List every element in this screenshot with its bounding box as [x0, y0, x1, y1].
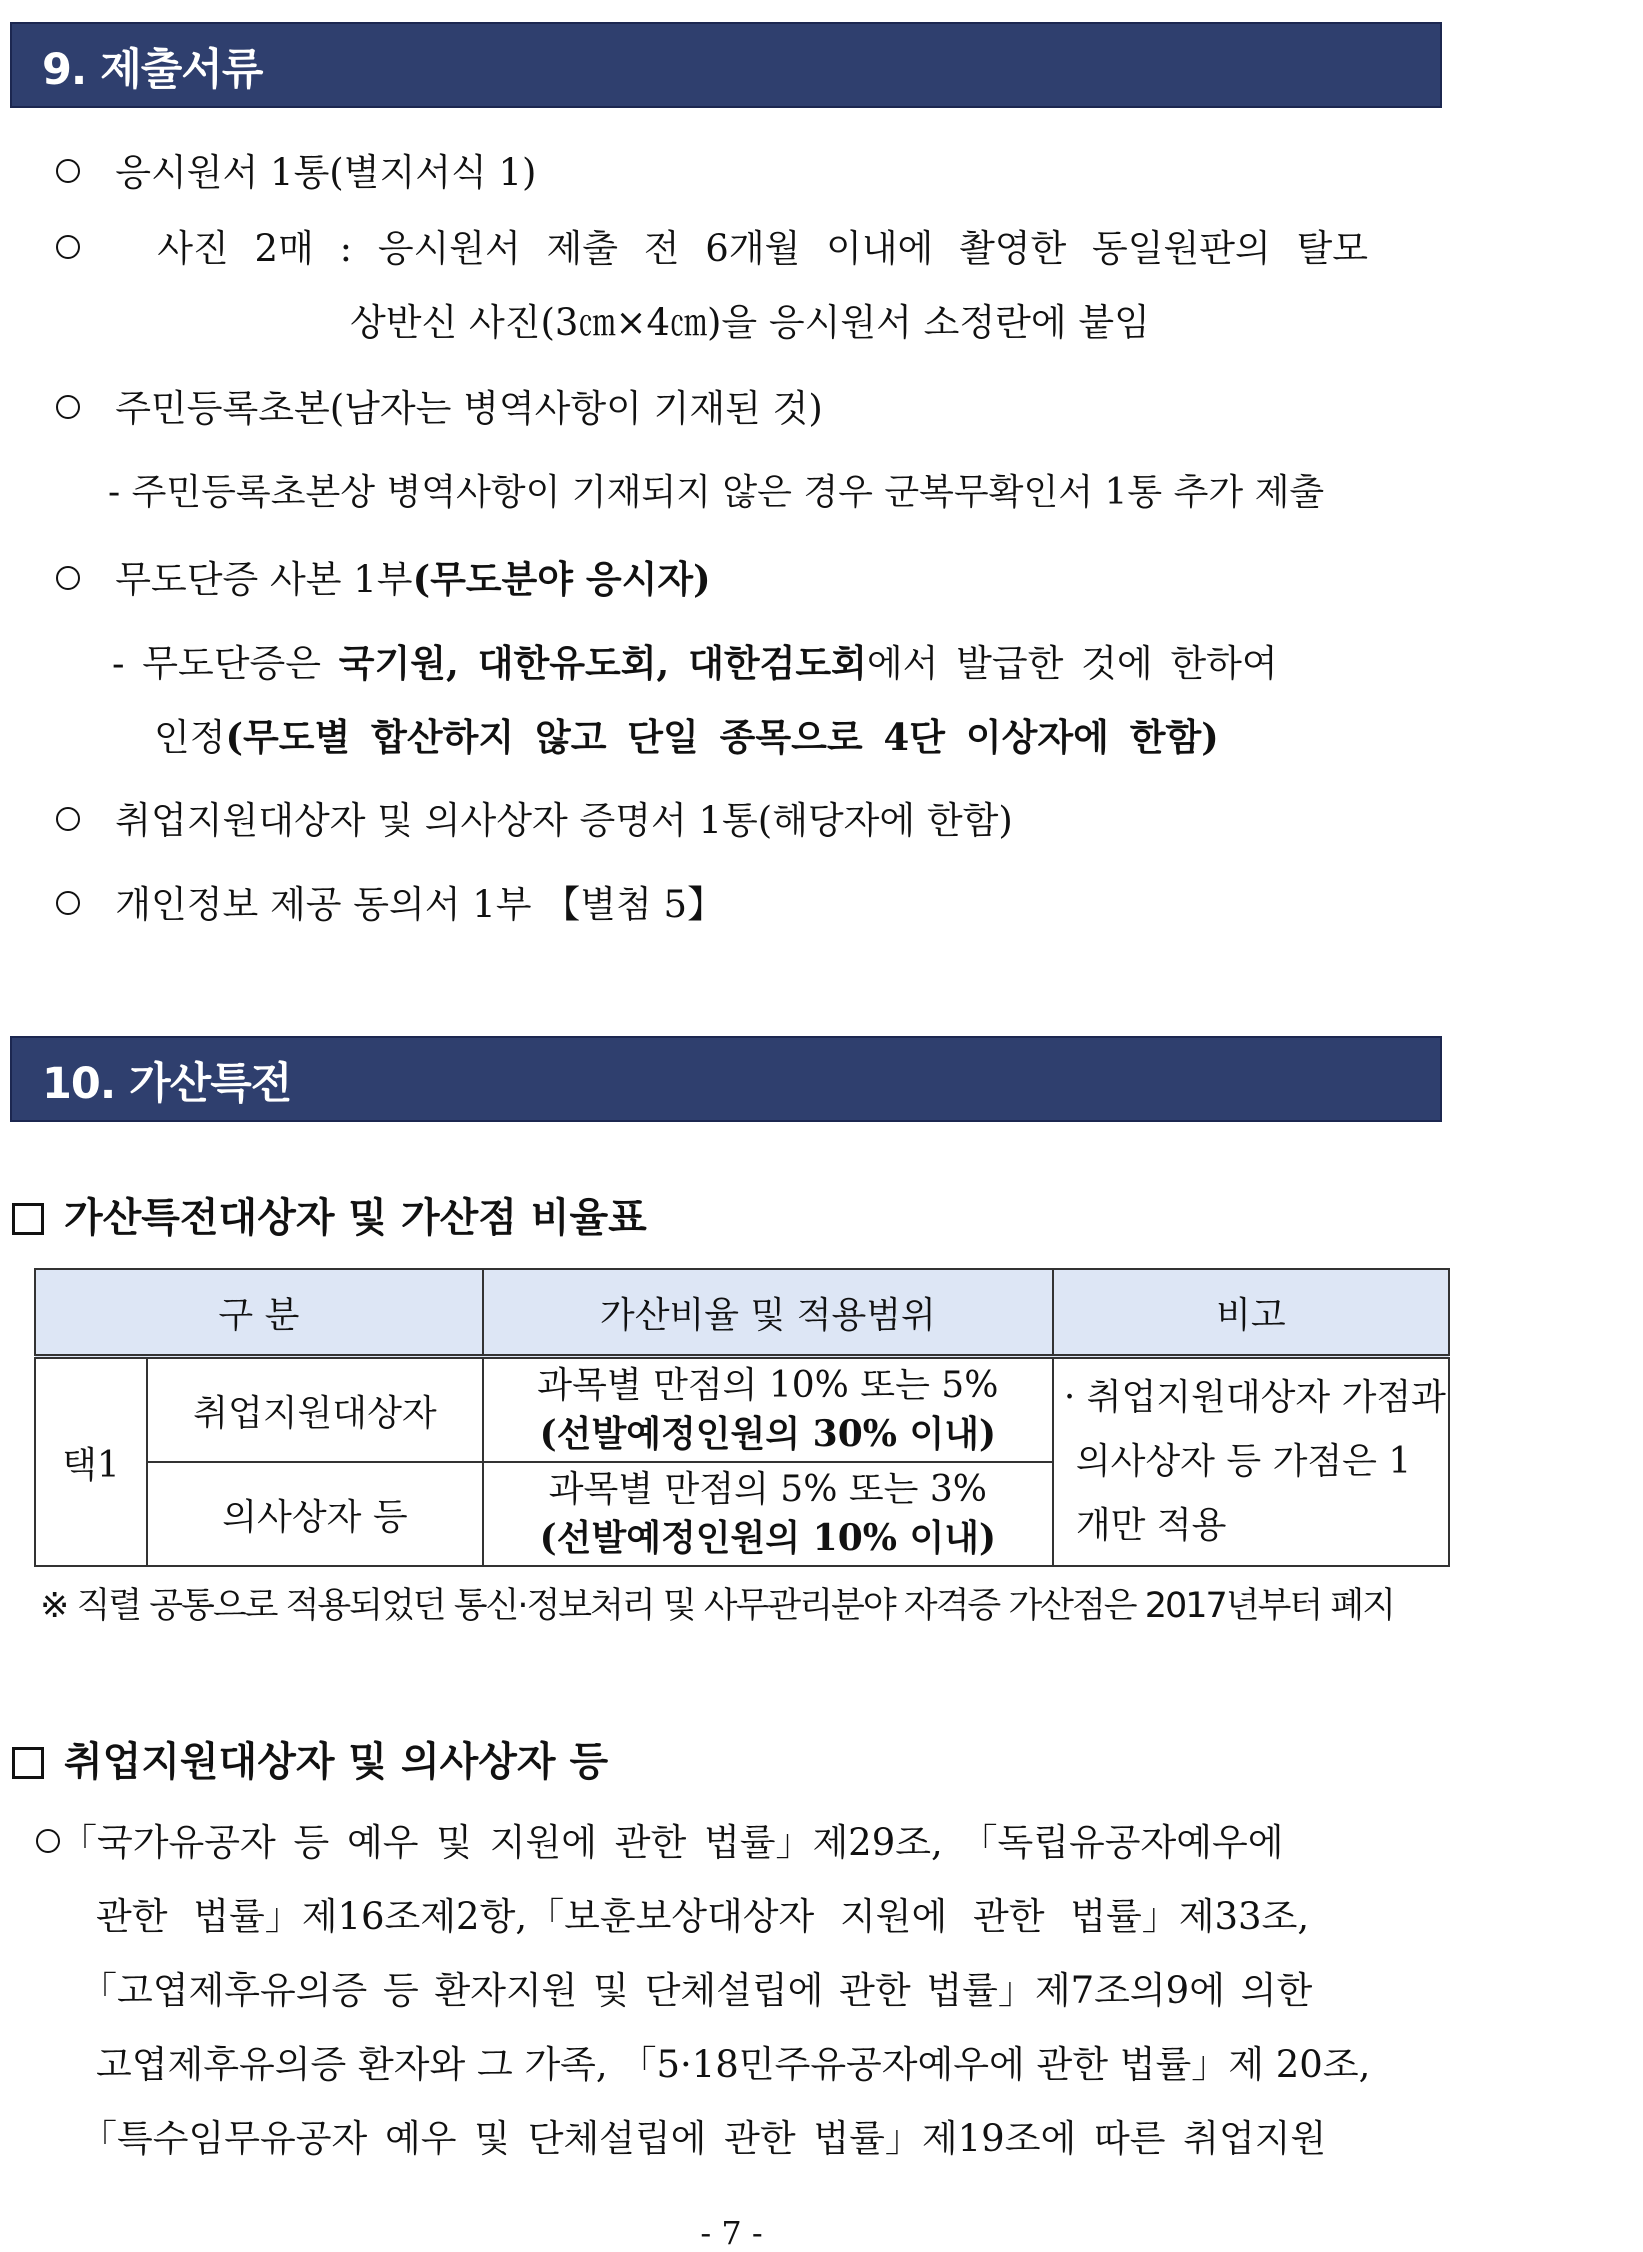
bonus-rate-table — [34, 1268, 1450, 1567]
circle-bullet-icon — [36, 1829, 60, 1853]
circle-bullet-icon — [56, 566, 80, 590]
paragraph-line: 고엽제후유의증 환자와 그 가족, 「5·18민주유공자예우에 관한 법률」제 20조, — [96, 2043, 1371, 2086]
circle-bullet-icon — [56, 159, 80, 183]
list-subitem: - 무도단증은 국기원, 대한유도회, 대한검도회에서 발급한 것에 한하여 — [112, 641, 1278, 685]
page-number: - 7 - — [700, 2214, 763, 2252]
paragraph-line: 「특수임무유공자 예우 및 단체설립에 관한 법률」제19조에 따른 취업지원 — [80, 2117, 1327, 2160]
list-item: 무도단증 사본 1부(무도분야 응시자) — [56, 554, 711, 605]
category-cell: 의사상자 등 — [147, 1462, 483, 1566]
table-header-row — [35, 1269, 1449, 1357]
category-cell: 취업지원대상자 — [147, 1357, 483, 1463]
circle-bullet-icon — [56, 395, 80, 419]
section-10-header — [10, 1036, 1442, 1122]
header-category: 구 분 — [35, 1269, 483, 1357]
checkbox-square-icon — [12, 1203, 44, 1235]
list-item: 사진 2매 : 응시원서 제출 전 6개월 이내에 촬영한 동일원판의 탈모 — [56, 224, 1368, 274]
group-cell: 택1 — [35, 1357, 147, 1567]
paragraph-line: 「국가유공자 등 예우 및 지원에 관한 법률」제29조, 「독립유공자예우에 — [36, 1818, 1283, 1868]
list-item: 개인정보 제공 동의서 1부 【별첨 5】 — [56, 880, 724, 930]
rate-cell: 과목별 만점의 5% 또는 3% (선발예정인원의 10% 이내) — [483, 1462, 1053, 1566]
paragraph-line: 관한 법률」제16조제2항,「보훈보상대상자 지원에 관한 법률」제33조, — [96, 1895, 1310, 1938]
list-item: 주민등록초본(남자는 병역사항이 기재된 것) — [56, 384, 823, 434]
table-row — [35, 1357, 1449, 1463]
subsection-title: 가산특전대상자 및 가산점 비율표 — [12, 1186, 647, 1243]
section-9-title: 9. 제출서류 — [42, 45, 263, 95]
list-subitem-continuation: 인정(무도별 합산하지 않고 단일 종목으로 4단 이상자에 한함) — [154, 715, 1219, 759]
list-item: 취업지원대상자 및 의사상자 증명서 1통(해당자에 한함) — [56, 796, 1013, 846]
section-9-header — [10, 22, 1442, 108]
subsection-title: 취업지원대상자 및 의사상자 등 — [12, 1730, 608, 1787]
remark-cell: · 취업지원대상자 가점과 의사상자 등 가점은 1 개만 적용 — [1053, 1357, 1449, 1567]
rate-cell: 과목별 만점의 10% 또는 5% (선발예정인원의 30% 이내) — [483, 1357, 1053, 1463]
checkbox-square-icon — [12, 1747, 44, 1779]
list-item-continuation: 상반신 사진(3㎝×4㎝)을 응시원서 소정란에 붙임 — [350, 301, 1150, 344]
circle-bullet-icon — [56, 891, 80, 915]
list-item: 응시원서 1통(별지서식 1) — [56, 148, 536, 198]
circle-bullet-icon — [56, 807, 80, 831]
section-10-title: 10. 가산특전 — [42, 1059, 292, 1109]
header-rate: 가산비율 및 적용범위 — [483, 1269, 1053, 1357]
paragraph-line: 「고엽제후유의증 등 환자지원 및 단체설립에 관한 법률」제7조의9에 의한 — [80, 1969, 1313, 2012]
circle-bullet-icon — [56, 235, 80, 259]
table-note: ※ 직렬 공통으로 적용되었던 통신·정보처리 및 사무관리분야 자격증 가산점은 2017년부터 폐지 — [40, 1586, 1394, 1626]
list-subitem: - 주민등록초본상 병역사항이 기재되지 않은 경우 군복무확인서 1통 추가 제출 — [108, 472, 1325, 513]
header-remark: 비고 — [1053, 1269, 1449, 1357]
